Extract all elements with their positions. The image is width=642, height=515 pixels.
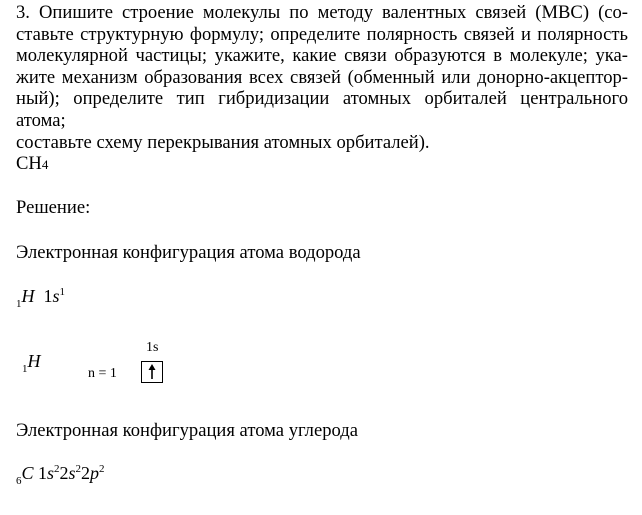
task-line: 3. Опишите строение молекулы по методу валентных связей (МВС) (со- — [16, 2, 628, 23]
molecule-symbol: CH — [16, 153, 42, 174]
diagram-atomic-number: 1 — [22, 363, 28, 375]
hydrogen-config-formula — [16, 286, 65, 310]
molecule-subscript: 4 — [41, 157, 49, 172]
orbital-cell — [141, 361, 163, 383]
carbon-term: $2s^2$ — [59, 463, 82, 483]
task-line: ставьте структурную формулу; определите полярность связей и полярность — [16, 23, 628, 45]
carbon-symbol: C — [21, 463, 34, 483]
task-line: ный); определите тип гибридизации атомных орбиталей центрального атома; — [16, 88, 628, 131]
hydrogen-diagram-atom — [22, 351, 41, 375]
diagram-symbol: H — [27, 351, 41, 371]
task-statement — [16, 2, 628, 153]
hydrogen-orbital: s — [52, 286, 60, 306]
hydrogen-electrons: 1 — [59, 286, 66, 298]
task-line: составьте схему перекрывания атомных орбиталей). — [16, 131, 430, 153]
task-line: молекулярной частицы; укажите, какие связи образуются в молекуле; ука- — [16, 45, 628, 67]
hydrogen-symbol: H — [21, 286, 35, 306]
molecule-formula — [16, 153, 48, 176]
energy-level-label: n = 1 — [88, 366, 117, 381]
carbon-heading: Электронная конфигурация атома углерода — [16, 420, 358, 441]
sublevel-label: 1s — [146, 340, 159, 355]
solution-label: Решение: — [16, 197, 91, 218]
up-arrow-icon — [142, 362, 162, 382]
carbon-config-formula — [16, 463, 105, 487]
task-line: жите механизм образования всех связей (обменный или донорно-акцептор- — [16, 66, 628, 88]
carbon-atomic-number: 6 — [16, 475, 22, 487]
carbon-term: $1s^2$ — [38, 463, 60, 483]
hydrogen-level: 1 — [43, 286, 53, 306]
hydrogen-heading: Электронная конфигурация атома водорода — [16, 242, 361, 263]
carbon-term: $2p^2$ — [81, 463, 105, 483]
hydrogen-atomic-number: 1 — [16, 298, 22, 310]
